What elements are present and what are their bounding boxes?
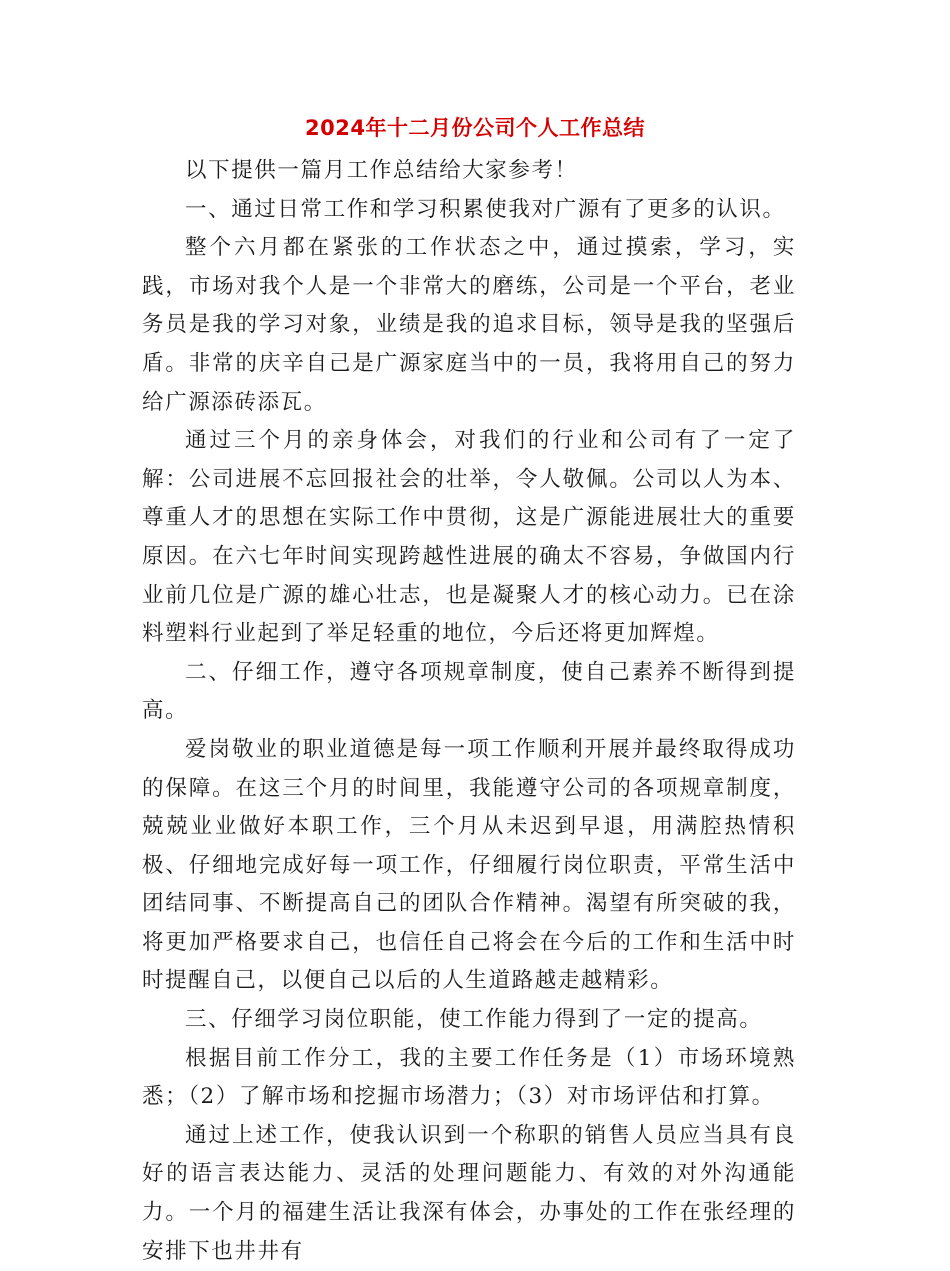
paragraph: 根据目前工作分工，我的主要工作任务是（1）市场环境熟悉；（2）了解市场和挖掘市场潜力；（3）对市场评估和打算。 — [142, 1045, 796, 1110]
paragraph: 通过上述工作，使我认识到一个称职的销售人员应当具有良好的语言表达能力、灵活的处理问题能力、有效的对外沟通能力。一个月的福建生活让我深有体会，办事处的工作在张经理的安排下也井井有 — [142, 1122, 796, 1264]
document-title: 2024年十二月份公司个人工作总结 — [305, 116, 645, 140]
paragraph: 爱岗敬业的职业道德是每一项工作顺利开展并最终取得成功的保障。在这三个月的时间里，我能遵守公司的各项规章制度，兢兢业业做好本职工作，三个月从未迟到早退，用满腔热情积极、仔细地完成好每一项工作，仔细履行岗位职责，平常生活中团结同事、不断提高自己的团队合作精神。渴望有所突破的我，将更加严格要求自己，也信任自己将会在今后的工作和生活中时时提醒自己，以便自己以后的人生道路越走越精彩。 — [142, 736, 796, 994]
paragraph-heading-2: 二、仔细工作，遵守各项规章制度，使自己素养不断得到提高。 — [142, 659, 796, 724]
paragraph: 通过三个月的亲身体会，对我们的行业和公司有了一定了解：公司进展不忘回报社会的壮举，令人敬佩。公司以人为本、尊重人才的思想在实际工作中贯彻，这是广源能进展壮大的重要原因。在六七年时间实现跨越性进展的确太不容易，争做国内行业前几位是广源的雄心壮志，也是凝聚人才的核心动力。已在涂料塑料行业起到了举足轻重的地位，今后还将更加辉煌。 — [142, 428, 796, 647]
paragraph-intro: 以下提供一篇月工作总结给大家参考！ — [185, 158, 578, 183]
paragraph: 整个六月都在紧张的工作状态之中，通过摸索，学习，实践，市场对我个人是一个非常大的磨练，公司是一个平台，老业务员是我的学习对象，业绩是我的追求目标，领导是我的坚强后盾。非常的庆辛自己是广源家庭当中的一员，我将用自己的努力给广源添砖添瓦。 — [142, 235, 796, 415]
paragraph-heading-1: 一、通过日常工作和学习积累使我对广源有了更多的认识。 — [185, 196, 786, 222]
document-body — [142, 152, 796, 1271]
paragraph-heading-3: 三、仔细学习岗位职能，使工作能力得到了一定的提高。 — [185, 1007, 763, 1033]
